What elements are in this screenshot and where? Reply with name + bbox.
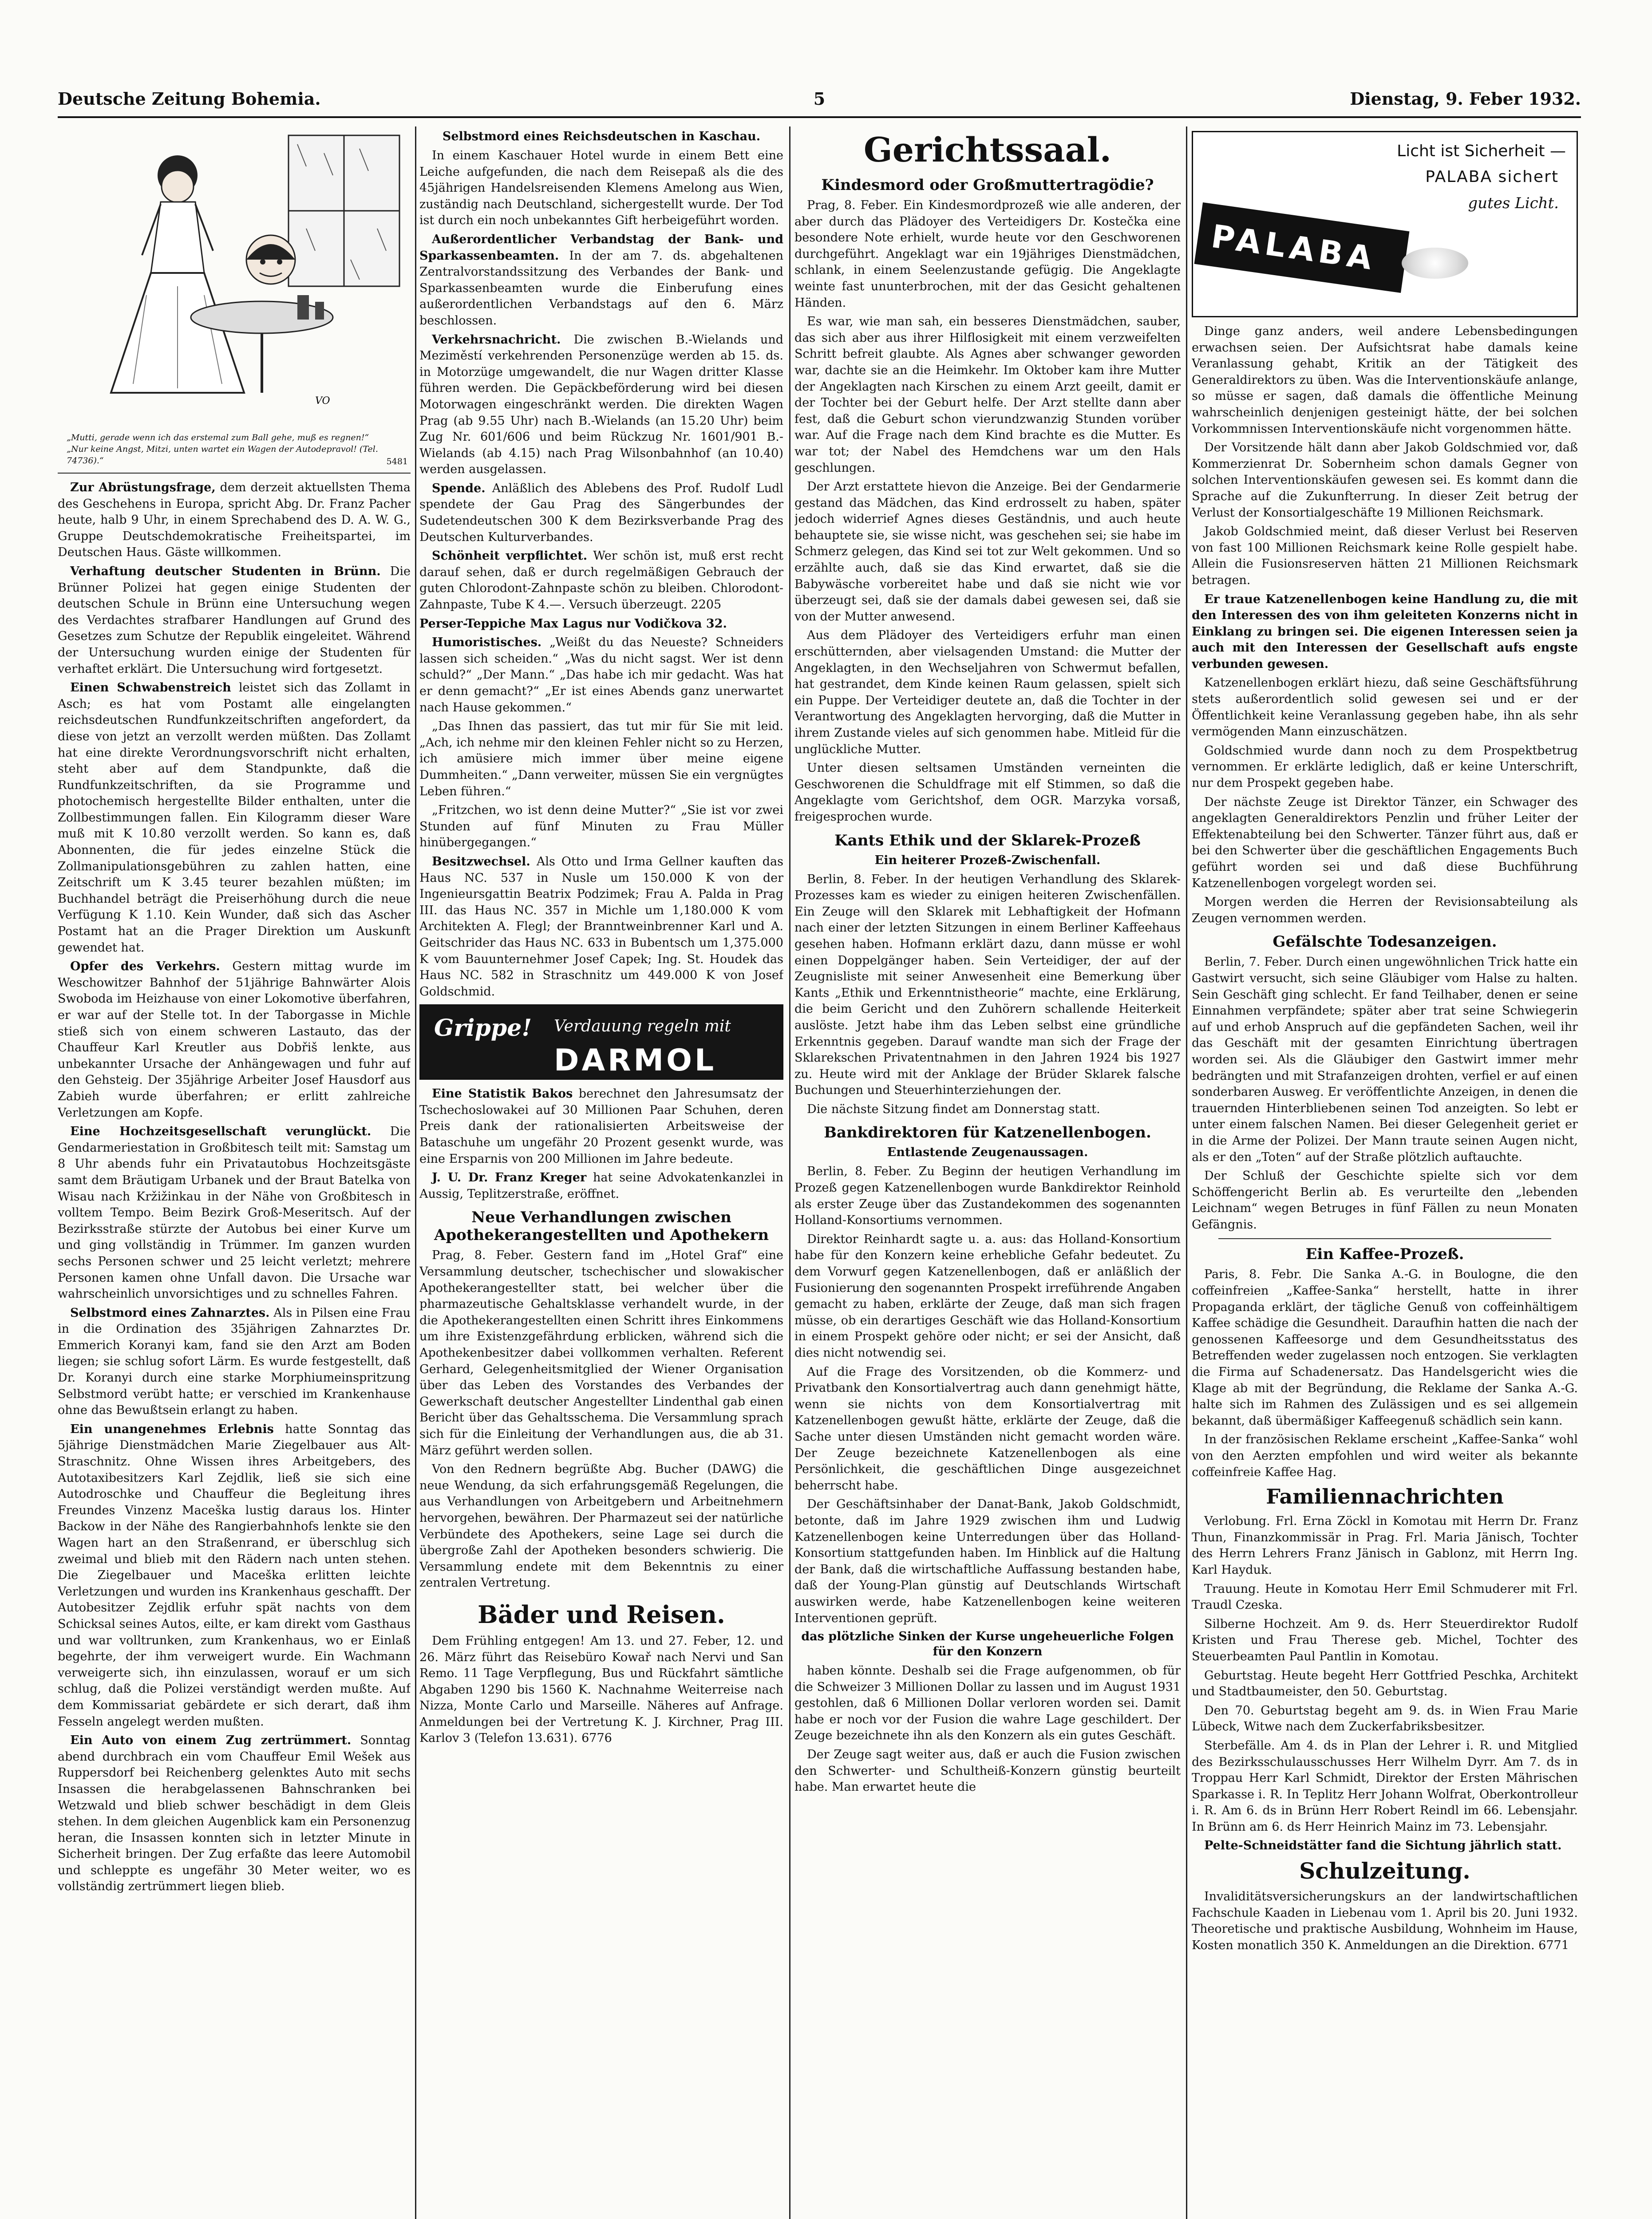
article-body: Goldschmied wurde dann noch zu dem Prospektbetrug vernommen. Er erklärte lediglich, daß er keine Unterschrift, nur dem Prospekt gegeben habe. — [1192, 743, 1578, 790]
article-body: Silberne Hochzeit. Am 9. ds. Herr Steuerdirektor Rudolf Kristen und Frau Therese geb. Michel, Tochter des Steuerbeamten Paul Pantlin in Komotau. — [1192, 1617, 1578, 1663]
article-body: Auf die Frage des Vorsitzenden, ob die Kommerz- und Privatbank den Konsortialvertrag auch dann genehmigt hätte, wenn sie nichts von dem Konsortialvertrag mit Katzenellenbogen gewußt hätte, erklärte der Zeuge, daß die Sache unter diesen Umständen nicht gemacht worden wäre. Der Zeuge bezeichnete Katzenellenbogen als eine Persönlichkeit, die geschäftlichen Dinge ausgezeichnet beherrscht habe. — [794, 1365, 1181, 1492]
palaba-brand: PALABA — [1209, 217, 1379, 278]
article-body: dem derzeit aktuellsten Thema des Geschehens in Europa, spricht Abg. Dr. Franz Pacher heute, halb 9 Uhr, in einem Sprechabend des D. A. W. G., Gruppe Deutschdemokratische Freiheitspartei, im Deutschen Haus. Gäste willkommen. — [58, 481, 411, 560]
article — [58, 959, 411, 1121]
notice-text: Perser-Teppiche Max Lagus nur Vodičkova 32. — [419, 616, 727, 631]
article — [58, 564, 411, 677]
header-rule — [58, 116, 1581, 118]
article-lead: Verhaftung deutscher Studenten in Brünn. — [70, 564, 381, 578]
article-body: Direktor Reinhardt sagte u. a. aus: das Holland-Konsortium habe für den Konzern keine erhebliche Gefahr bedeutet. Zu dem Vorwurf gegen Katzenellenbogen, daß er anläßlich der Fusionierung den sogenannten Prospekt irreführende Angaben gemacht zu haben, erklärte der Zeuge, daß man sich fragen müsse, ob ein derartiges Geschäft wie das Holland-Konsortium in einem Prospekt gehöre oder nicht; er sei der Ansicht, daß dies nicht notwendig sei. — [794, 1232, 1181, 1360]
article-body: hat seine Advokatenkanzlei in Aussig, Teplitzerstraße, eröffnet. — [419, 1171, 783, 1201]
article-body: berechnet den Jahresumsatz der Tschechoslowakei auf 30 Millionen Paar Schuhen, deren Preis dank der rationalisierten Arbeitsweise der Bataschuhe um ungefähr 20 Prozent gesenkt wurde, was eine Ersparnis von 200 Millionen im Jahre bedeute. — [419, 1087, 783, 1166]
article — [419, 1086, 783, 1167]
article-body: Von den Rednern begrüßte Abg. Bucher (DAWG) die neue Wendung, da sich erfahrungsgemäß Regelungen, die aus Verhandlungen von Arbeitgebern und Arbeitnehmern hervorgehen, bewähren. Der Pharmazeut sei der natürliche Verbündete des Apothekers, seine Lage sei durch die übergroße Zahl der Apotheken besonders schwierig. Die Versammlung endete mit dem Bekenntnis zu einer zentralen Vertretung. — [419, 1462, 783, 1590]
article-title: Neue Verhandlungen zwischen Apothekerangestellten und Apothekern — [434, 1208, 769, 1244]
article-body: Prag, 8. Feber. Ein Kindesmordprozeß wie alle anderen, der aber durch das Plädoyer des Verteidigers Dr. Kostečka eine besondere Note erhielt, wurde heute vor den Geschworenen durchgeführt. Angeklagt war ein 19jähriges Dienstmädchen, schlank, in einem Seelenzustande gefügig. Die Angeklagte weinte fast ununterbrochen, mit der das Gesicht gehaltenen Händen. — [794, 198, 1181, 310]
article-body: Unter diesen seltsamen Umständen verneinten die Geschworenen die Schuldfrage mit elf Stimmen, so daß die Angeklagte vom Gerichtshof, dem OGR. Marzyka vorsaß, freigesprochen wurde. — [794, 761, 1181, 824]
article-lead: Opfer des Verkehrs. — [70, 959, 220, 974]
article — [419, 548, 783, 613]
article-body: Katzenellenbogen erklärt hiezu, daß seine Geschäftsführung stets außerordentlich solid gewesen sei und er der Öffentlichkeit keine Veranlassung gegeben habe, ihn als sehr vermögenden Mann einzuschätzen. — [1192, 676, 1578, 739]
article-body: Es war, wie man sah, ein besseres Dienstmädchen, sauber, das sich aber aus ihrer Hilflosigkeit mit einem verzweifelten Schritt befreit glaubte. Als Agnes aber schwanger geworden war, dachte sie an die Heimkehr. Im Oktober kam ihre Mutter der Angeklagten nach Kirschen zu einem Arzt geeilt, damit er der Tochter bei der Geburt helfe. Der Arzt stellte dann aber fest, daß die Geburt schon vierundzwanzig Stunden vorüber war. Auf die Frage nach dem Kind brachte es die Mutter. Es war tot; der Nabel des Hemdchens war um den Hals geschlungen. — [794, 315, 1181, 475]
article-body: In einem Kaschauer Hotel wurde in einem Bett eine Leiche aufgefunden, die nach dem Reisepaß als die des 45jährigen Handelsreisenden Klemens Amelong aus Wien, zuständig nach Deutschland, sichergestellt wurde. Der Tod ist durch ein noch unbekanntes Gift herbeigeführt worden. — [419, 149, 783, 228]
article-body: Die Brünner Polizei hat gegen einige Studenten der deutschen Schule in Brünn eine Untersuchung wegen des Verdachtes strafbarer Handlungen auf Grund des Gesetzes zum Schutze der Republik eingeleitet. Während der Untersuchung wurden einige der Studenten für verhaftet erklärt. Die Untersuchung wird fortgesetzt. — [58, 564, 411, 676]
article-lead: Zur Abrüstungsfrage, — [70, 481, 216, 494]
cartoon-illustration — [58, 126, 411, 411]
article-lead: Spende. — [432, 481, 486, 495]
article — [419, 635, 783, 716]
article-body: Prag, 8. Feber. Gestern fand im „Hotel Graf“ eine Versammlung deutscher, tschechischer und slowakischer Apothekerangestellter statt, bei welcher über die pharmazeutische Gehaltsklasse verhandelt wurde, in der die Apothekerangestellten einen Schritt ihres Einkommens um ihre Existenzgefährdung erblicken, während sich die Apothekenbesitzer dabei vollkommen verhalten. Referent Gerhard, Gelegenheitsmitglied der Wiener Organisation über das Leben des Vorstandes des Verbandes der Gewerkschaft deutscher Angestellter Lindenthal gab einen Bericht über das Gehaltsschema. Die Versammlung sprach sich für die Einleitung der Verhandlungen aus, die ab 31. März geführt werden sollen. — [419, 1248, 783, 1457]
ad-number: 2205 — [691, 598, 722, 612]
section-title: Gerichtssaal. — [863, 130, 1112, 170]
palaba-line-1: Licht ist Sicherheit — — [1397, 142, 1566, 160]
palaba-light-glow — [1402, 248, 1468, 279]
article-body: Der Vorsitzende hält dann aber Jakob Goldschmied vor, daß Kommerzienrat Dr. Sobernheim schon damals Gegner von solchen Interventionskäufen gewesen sei. Es kommt dann die Sprache auf die Zukunfterrung. In dieser Zeit betrug der Verlust der Konsortialgeschäfte 19 Millionen Reichsmark. — [1192, 441, 1578, 520]
article — [58, 1421, 411, 1730]
article — [58, 1305, 411, 1419]
article — [419, 1633, 783, 1747]
column-1 — [58, 126, 411, 2219]
article-body: Der Geschäftsinhaber der Danat-Bank, Jakob Goldschmidt, betonte, daß im Jahre 1929 zwischen ihm und Ludwig Katzenellenbogen keine Unterredungen über das Holland-Konsortium stattgefunden haben. Im Hinblick auf die Haltung der Bank, daß die wirtschaftliche Auffassung bestanden habe, daß der Young-Plan günstig auf Deutschlands Wirtschaft auswirken werde, habe Katzenellenbogen keine weiteren Interventionen geprüft. — [794, 1497, 1181, 1625]
article-lead: Selbstmord eines Zahnarztes. — [70, 1306, 270, 1320]
masthead-left: Deutsche Zeitung Bohemia. — [58, 89, 321, 109]
article-body: Berlin, 8. Feber. Zu Beginn der heutigen Verhandlung im Prozeß gegen Katzenellenbogen wurde Bankdirektor Reinhold als erster Zeuge über das Zustandekommen des sogenannten Holland-Konsortiums vernommen. — [794, 1165, 1181, 1228]
notice — [419, 616, 783, 632]
article-body: Die Gendarmeriestation in Großbitesch teilt mit: Samstag um 8 Uhr abends fuhr ein Privatautobus Hochzeitsgäste samt dem Bräutigam Urbanek und der Braut Batelka von Wisau nach Kržižinkau in der Nähe von Großbitesch in volltem Tempo. Beim Bezirk Groß-Meseritsch. Auf der Bezirksstraße stürzte der Autobus bei einer Kurve um und ging vollständig in Trümmer. Im ganzen wurden sechs Personen schwer und 25 leicht verletzt; mehrere Personen kamen ohne Unfall davon. Die Ursache war wahrscheinlich unvorsichtiges und zu schnelles Fahren. — [58, 1125, 411, 1301]
divider — [1218, 1238, 1551, 1239]
article-body: In der französischen Reklame erscheint „Kaffee-Sanka“ wohl von den Aerzten empfohlen und wird weiter als bekannte coffeinfreie Kaffee Hag. — [1192, 1433, 1578, 1479]
article-lead: Eine Statistik Bakos — [432, 1087, 573, 1101]
article-body: Anläßlich des Ablebens des Prof. Rudolf Ludl spendete der Gau Prag des Sängerbundes der Sudetendeutschen 300 K dem Bezirksverbande Prag des Deutschen Kulturverbandes. — [419, 481, 783, 544]
ad-number: 6776 — [581, 1731, 612, 1745]
article-body: Pelte-Schneidstätter fand die Sichtung jährlich statt. — [1204, 1839, 1562, 1853]
article-lead: Außerordentlicher Verbandstag der Bank- und Sparkassenbeamten. — [419, 232, 783, 263]
column-3 — [794, 126, 1181, 2219]
article-title: Bankdirektoren für Katzenellenbogen. — [824, 1124, 1151, 1142]
article-body: Jakob Goldschmied meint, daß dieser Verlust bei Reserven von fast 100 Millionen Reichsmark keine Rolle gespielt habe. Allein die Fusionsreserven hätten 21 Millionen Reichsmark betragen. — [1192, 525, 1578, 587]
article-body: haben könnte. Deshalb sei die Frage aufgenommen, ob für die Schweizer 3 Millionen Dollar zu lassen und im August 1931 gestohlen, daß 6 Millionen Dollar verloren worden sei. Damit habe er noch vor der Fusion die wahre Lage geschildert. Der Zeuge bezeichnete ihn als den Konzern als ein gutes Geschäft. — [794, 1664, 1181, 1743]
article-title: Kindesmord oder Großmuttertragödie? — [821, 176, 1154, 194]
article-title: Selbstmord eines Reichsdeutschen in Kaschau. — [442, 130, 761, 143]
article-body: hatte Sonntag das 5jährige Dienstmädchen Marie Ziegelbauer aus Alt-Straschnitz. Ohne Wissen ihres Arbeitgebers, des Autotaxibesitzers Karl Zejdlik, ließ sie sich eine Autodroschke und Chauffeur die Begleitung ihres Freundes Vinzenz Maceška lustig daraus los. Hinter Backow in der Nähe des Rangierbahnhofs lenkte sie den Wagen hart an den Straßenrand, er überschlug sich zweimal und blieb mit den Rädern nach unten stehen. Die Ziegelbauer und Maceška erlitten leichte Verletzungen und wurden ins Krankenhaus geschafft. Der Autobesitzer Zejdlik erfuhr spät nachts von dem Schicksal seines Autos, eilte, er kam direkt vom Gasthaus und war volltrunken, zum Krankenhaus, wo er Einlaß begehrte, der ihm verweigert wurde. Ein Wachmann verweigerte sich, ihn einzulassen, worauf er um sich schlug, daß die Polizei verständigt werden mußte. Auf dem Kommissariat gebärdete er sich derart, daß ihm Fesseln angelegt werden mußten. — [58, 1422, 411, 1729]
column-4 — [1192, 126, 1578, 2219]
article-body: „Weißt du das Neueste? Schneiders lassen sich scheiden.“ „Was du nicht sagst. Wer ist denn schuld?“ „Der Mann.“ „Das habe ich mir gedacht. Was hat er denn gemacht?“ „Er ist eines Abends ganz unerwartet nach Hause gekommen.“ — [419, 636, 783, 715]
column-divider — [789, 126, 790, 2219]
article-lead: Schönheit verpflichtet. — [432, 549, 588, 563]
caption-line-2: „Nur keine Angst, Mitzi, unten wartet ein Wagen der Autodepravol! (Tel. 74736).“ — [67, 444, 378, 466]
article — [419, 854, 783, 1000]
article-body: Der Schluß der Geschichte spielte sich vor dem Schöffengericht Berlin ab. Es verurteilte den „lebenden Leichnam“ wegen Betruges in fünf Fällen zu neun Monaten Gefängnis. — [1192, 1169, 1578, 1232]
palaba-line-3: gutes Licht. — [1468, 194, 1559, 212]
article-body: „Fritzchen, wo ist denn deine Mutter?“ „Sie ist vor zwei Stunden auf fünf Minuten zu Frau Müller hinübergegangen.“ — [419, 803, 783, 850]
article-title: Kants Ethik und der Sklarek-Prozeß — [834, 831, 1141, 849]
article-body: Gestern mittag wurde im Weschowitzer Bahnhof der 51jährige Bahnwärter Alois Swoboda im Heizhause von einer Lokomotive überfahren, er war auf der Stelle tot. In der Taborgasse in Michle stieß sich von einem schweren Lastauto, das der Chauffeur Karl Kreutler aus Dobřiš lenkte, aus unbekannter Ursache der Anhängewagen und fuhr auf den Gehsteig. Der 35jährige Arbeiter Josef Hausdorf aus Zabieh wurde überfahren; er erlitt zahlreiche Verletzungen am Kopfe. — [58, 959, 411, 1120]
issue-date: Dienstag, 9. Feber 1932. — [1350, 89, 1581, 109]
article-lead: Besitzwechsel. — [432, 854, 530, 869]
article-body: Dem Frühling entgegen! Am 13. und 27. Feber, 12. und 26. März führt das Reisebüro Kowař nach Nervi und San Remo. 11 Tage Verpflegung, Bus und Rückfahrt sämtliche Abgaben 1290 bis 1560 K. Nachnahme Weiterreise nach Nizza, Monte Carlo und Marseille. Näheres auf Anfrage. Anmeldungen bei der Vertretung K. J. Kirchner, Prag III. Karlov 3 (Telefon 13.631). — [419, 1634, 783, 1745]
article — [419, 1170, 783, 1202]
article-body: Berlin, 8. Feber. In der heutigen Verhandlung des Sklarek-Prozesses kam es wieder zu einigen heiteren Zwischenfällen. Ein Zeuge will den Sklarek mit Lebhaftigkeit der Hofmann nach einer der letzten Sitzungen in einem Berliner Kaffeehaus gesehen haben. Hofmann erklärt dazu, dann müsse er wohl einen Doppelgänger haben. Sein Verteidiger, der auf der Zeugnisliste mit seiner Anwesenheit eine Bemerkung über Kants „Ethik und Erkenntnistheorie“ machte, eine Erklärung, die beim Gericht und den Zuhörern schallende Heiterkeit auslöste. Jetzt habe ihm das Leben selbst eine gründliche Erkenntnis gegeben. Darauf wandte man sich der Frage der Sklarekschen Privatentnahmen in den Jahren 1924 bis 1927 zu. Heute wird mit der Anklage der Brüder Sklarek falsche Buchungen und Steuerhinterziehungen der. — [794, 872, 1181, 1098]
article-body: Als in Pilsen eine Frau in die Ordination des 35jährigen Zahnarztes Dr. Emmerich Koranyi kam, fand sie den Arzt am Boden liegen; sie schlug sofort Lärm. Es wurde festgestellt, daß Dr. Koranyi durch eine starke Morphiumeinspritzung Selbstmord verübt hatte; er verschied im Krankenhause ohne das Bewußtsein erlangt zu haben. — [58, 1306, 411, 1417]
article-title: Ein Kaffee-Prozeß. — [1305, 1245, 1464, 1263]
article-body: Aus dem Plädoyer des Verteidigers erfuhr man einen erschütternden, aber vielsagenden Umstand: die Mutter der Angeklagten, in den Wechseljahren von Schwermut befallen, hat gestrandet, dem Kinde keinen Raum gelassen, spielt sich ein Puppe. Der Verteidiger deutete an, daß die Tochter in der Verantwortung des Angeklagten hervorging, daß die Mutter in ihrem Zustande vieles auf sich genommen habe. Mitleid für die unglückliche Mutter. — [794, 628, 1181, 756]
article-body: Als Otto und Irma Gellner kauften das Haus NC. 537 in Nusle um 150.000 K von der Ingenieursgattin Beatrix Podzimek; Frau A. Palda in Prag III. das Haus NC. 357 in Michle um 1,180.000 K vom Architekten A. Flegl; der Branntweinbrenner Karl und A. Geitschrider das Haus NC. 633 in Bubentsch um 1,375.000 K vom Bauunternehmer Josef Capek; Ing. St. Houdek das Haus NC. 582 in Straschnitz um 449.000 K von Josef Goldschmid. — [419, 854, 783, 999]
article-body: Paris, 8. Febr. Die Sanka A.-G. in Boulogne, die den coffeinfreien „Kaffee-Sanka“ herstellt, hatte in ihrer Propaganda erklärt, der tägliche Genuß von coffeinhältigem Kaffee schädige die Gesundheit. Daraufhin hatten die nach der genossenen Kaffeesorge und dem Gesundheitsstatus des Betreffenden weder zugelassen noch entzogen. Sie verklagten die Firma auf Schadenersatz. Das Handelsgericht wies die Klage ab mit der Begründung, die Reklame der Sanka A.-G. halte sich im Rahmen des Zulässigen und es sei allgemein bekannt, daß übermäßiger Kaffeegenuß schädlich sein kann. — [1192, 1267, 1578, 1428]
article-body: Wer schön ist, muß erst recht darauf sehen, daß er durch regelmäßigen Gebrauch der guten Chlorodont-Zahnpaste schön zu bleiben. Chlorodont-Zahnpaste, Tube K 4.—. Versuch überzeugt. — [419, 549, 783, 612]
article-body: Berlin, 7. Feber. Durch einen ungewöhnlichen Trick hatte ein Gastwirt versucht, sich seine Gläubiger vom Halse zu halten. Sein Geschäft ging schlecht. Er fand Teilhaber, denen er seine Einnahmen verpfändete; später aber trat seine Schwiegerin auf und erhob Anspruch auf die gepfändeten Sachen, weil ihr das Geschäft mit der gesamten Einrichtung übertragen worden sei. Als die Gläubiger den Gastwirt immer mehr bedrängten und mit Strafanzeigen drohten, verfiel er auf einen sonderbaren Ausweg. Er veröffentlichte Anzeigen, in denen die trauernden Hinterbliebenen seinen Tod anzeigten. So lebt er unter einem falschen Namen. Bei dieser Gelegenheit geriet er in die Arme der Polizei. Der Mann traute seinen Augen nicht, als er den „Toten“ auf der Straße plötzlich auftauchte. — [1192, 955, 1578, 1164]
article — [419, 481, 783, 545]
column-2 — [419, 126, 783, 2219]
darmol-brand: DARMOL — [554, 1043, 717, 1078]
column-divider — [1186, 126, 1187, 2219]
article-subtitle: Entlastende Zeugenaussagen. — [887, 1145, 1088, 1160]
article-body: Sonntag abend durchbrach ein vom Chauffeur Emil Wešek aus Ruppersdorf bei Reichenberg gelenktes Auto mit sechs Insassen die herabgelassenen Bahnschranken bei Wetzwald und blieb schwer beschädigt in dem Gleis stehen. In dem gleichen Augenblick kam ein Personenzug heran, die Insassen konnten sich in letzter Minute in Sicherheit bringen. Der Zug erfaßte das leere Automobil und schleppte es ungefähr 30 Meter weiter, wo es vollständig zertrümmert liegen blieb. — [58, 1733, 411, 1894]
article-lead: Verkehrsnachricht. — [432, 332, 561, 347]
article-body: Der Zeuge sagt weiter aus, daß er auch die Fusion zwischen den Schwerter- und Schultheiß-Konzern günstig beurteilt habe. Man erwartet heute die — [794, 1748, 1181, 1794]
article-body: Die zwischen B.-Wielands und Meziměstí verkehrenden Personenzüge werden ab 15. ds. in Motorzüge umgewandelt, die nur Wagen dritter Klasse führen werden. Die Gepäckbeförderung wird bei diesen Motorwagen eingeschränkt werden. Die direkten Wagen Prag (ab 9.55 Uhr) nach B.-Wielands (an 15.20 Uhr) beim Zug Nr. 601/606 und beim Rückzug Nr. 1601/901 B.-Wielands (ab 4.15) nach Prag Wilsonbahnhof (an 10.40) werden ausgelassen. — [419, 332, 783, 477]
article-lead: Ein Auto von einem Zug zertrümmert. — [70, 1733, 352, 1748]
article — [419, 232, 783, 329]
article-body: Morgen werden die Herren der Revisionsabteilung als Zeugen vernommen werden. — [1192, 895, 1578, 925]
article-lead: Eine Hochzeitsgesellschaft verunglückt. — [70, 1125, 372, 1139]
page-number: 5 — [813, 89, 826, 109]
article — [1192, 1889, 1578, 1954]
article-subtitle: Ein heiterer Prozeß-Zwischenfall. — [874, 853, 1101, 867]
article-body: Sterbefälle. Am 4. ds in Plan der Lehrer i. R. und Mitglied des Bezirksschulausschusses Herr Wilhelm Dyrr. Am 7. ds in Troppau Herr Karl Schmidt, Direktor der Ersten Mährischen Sparkasse i. R. In Teplitz Herr Johann Wolfrat, Oberkontrolleur i. R. Am 6. ds in Brünn Herr Robert Reindl im 66. Lebensjahr. In Brünn am 6. ds Herr Heinrich Mainz im 73. Lebensjahr. — [1192, 1738, 1578, 1834]
column-divider — [415, 126, 416, 2219]
article — [58, 1124, 411, 1303]
article — [58, 1733, 411, 1895]
article — [58, 680, 411, 956]
article-body: Den 70. Geburtstag begeht am 9. ds. in Wien Frau Marie Lübeck, Witwe nach dem Zuckerfabriksbesitzer. — [1192, 1703, 1578, 1734]
palaba-ad — [1192, 131, 1578, 317]
article-title: Gefälschte Todesanzeigen. — [1273, 933, 1497, 951]
article-lead: Ein unangenehmes Erlebnis — [70, 1422, 274, 1436]
cartoon-caption — [67, 432, 402, 466]
article-body: Dinge ganz anders, weil andere Lebensbedingungen erwachsen seien. Der Aufsichtsrat habe damals keine Veranlassung gehabt, Kritik an der Tätigkeit des Generaldirektors zu üben. Was die Interventionskäufe anlange, so müsse er sagen, daß damals die öffentliche Meinung wahrscheinlich denjenigen gesteinigt hätte, der bei solchen Vorkommnissen Interventionskäufe nicht vorgenommen hätte. — [1192, 324, 1578, 436]
article-body: „Das Ihnen das passiert, das tut mir für Sie mit leid. „Ach, ich nehme mir den kleinen Fehler nicht so zu Herzen, ich amüsiere mich immer über meine eigene Dummheiten.“ „Dann verweiter, müssen Sie ein vergnügtes Leben führen.“ — [419, 719, 783, 798]
article-body: Invaliditätsversicherungskurs an der landwirtschaftlichen Fachschule Kaaden in Liebenau vom 1. April bis 20. Juni 1932. Theoretische und praktische Ausbildung, Wohnheim im Hause, Kosten monatlich 350 K. Anmeldungen an die Direktion. — [1192, 1890, 1578, 1952]
article-body: Geburtstag. Heute begeht Herr Gottfried Peschka, Architekt und Stadtbaumeister, den 50. Geburtstag. — [1192, 1668, 1578, 1699]
article-body: Trauung. Heute in Komotau Herr Emil Schmuderer mit Frl. Traudl Czeska. — [1192, 1582, 1578, 1612]
cartoon — [58, 126, 411, 474]
page-header — [58, 89, 1581, 115]
darmol-script: Grippe! — [434, 1015, 532, 1042]
article — [58, 480, 411, 561]
article-body: leistet sich das Zollamt in Asch; es hat vom Postamt alle eingelangten reichsdeutschen Rundfunkzeitschriften angefordert, da diese von jetzt an verzollt werden müßten. Das Zollamt hat eine direkte Verordnungsvorschrift nicht erhalten, steht aber auf dem Standpunkte, daß die Rundfunkzeitschriften, da sie Programme und photochemisch hergestellte Bilder enthalten, unter die Zollbestimmungen fallen. Ein Kilogramm dieser Ware muß mit K 10.80 verzollt werden. So kann es, daß Abonnenten, die für jedes einzelne Stück die Zollmanipulationsgebühren zu zahlen hatten, eine Zeitschrift um K 3.45 teurer bezahlen müßten; im Buchhandel beträgt die Preiserhöhung durch die neue Verfügung K 1.10. Kein Wunder, daß sich das Ascher Postamt hat an die Prager Direktion um Auskunft gewendet hat. — [58, 681, 411, 955]
darmol-ad — [419, 1004, 783, 1080]
article-body: Die nächste Sitzung findet am Donnerstag statt. — [807, 1102, 1100, 1116]
article-lead: Einen Schwabenstreich — [70, 681, 231, 695]
palaba-line-2: PALABA sichert — [1425, 168, 1559, 186]
caption-line-1: „Mutti, gerade wenn ich das erstemal zum Ball gehe, muß es regnen!“ — [67, 433, 369, 442]
article-lead: J. U. Dr. Franz Kreger — [432, 1171, 587, 1185]
article — [419, 332, 783, 478]
article-subtitle: das plötzliche Sinken der Kurse ungeheuerliche Folgen für den Konzern — [801, 1630, 1174, 1659]
palaba-lamp — [1194, 202, 1410, 293]
ad-number: 6771 — [1538, 1938, 1569, 1952]
article-body: In der am 7. ds. abgehaltenen Zentralvorstandssitzung des Verbandes der Bank- und Sparkassenbeamten wurde die Einberufung eines außerordentlichen Verbandstags auf den 6. März beschlossen. — [419, 249, 783, 328]
section-title: Schulzeitung. — [1299, 1858, 1470, 1884]
article-lead: Humoristisches. — [432, 636, 542, 650]
article-body: Der nächste Zeuge ist Direktor Tänzer, ein Schwager des angeklagten Generaldirektors Penzlin und früher Leiter der Effektenabteilung bei den Schwerter. Tänzer führt aus, daß er bei den Schwerter über die geschäftlichen Engagements Buch geführt worden sei und daß diese Buchführung Katzenellenbogen vorgelegt worden sei. — [1192, 795, 1578, 890]
darmol-tagline: Verdauung regeln mit — [554, 1017, 731, 1036]
svg-text:VO: VO — [315, 395, 330, 407]
section-title: Bäder und Reisen. — [478, 1600, 725, 1629]
article-body: Verlobung. Frl. Erna Zöckl in Komotau mit Herrn Dr. Franz Thun, Finanzkommissär in Prag. Frl. Maria Jänisch, Tochter des Herrn Lehrers Franz Jänisch in Gablonz, mit Herrn Ing. Karl Hayduk. — [1192, 1514, 1578, 1577]
ad-number: 5481 — [386, 457, 408, 466]
section-title: Familiennachrichten — [1266, 1485, 1504, 1509]
article-body: Der Arzt erstattete hievon die Anzeige. Bei der Gendarmerie gestand das Mädchen, das Kind erdrosselt zu haben, später jedoch widerrief Agnes dieses Geständnis, und auch heute behauptete sie, sie wisse nicht, was geschehen sei; sie habe im Schmerz gelegen, das Kind sei tot zur Welt gekommen. Und so erzählte auch, daß sie das Kind erwartet, daß sie die Babywäsche vorbereitet habe und daß sie nicht wie vor überzeugt sei, daß sie der damals dabei gewesen sei, daß sie von der Mutter anwesend. — [794, 480, 1181, 624]
article-body: Er traue Katzenellenbogen keine Handlung zu, die mit den Interessen des von ihm geleiteten Konzerns nicht in Einklang zu bringen sei. Die eigenen Interessen seien ja auch mit den Interessen der Gesellschaft aufs engste verbunden gewesen. — [1192, 592, 1578, 671]
